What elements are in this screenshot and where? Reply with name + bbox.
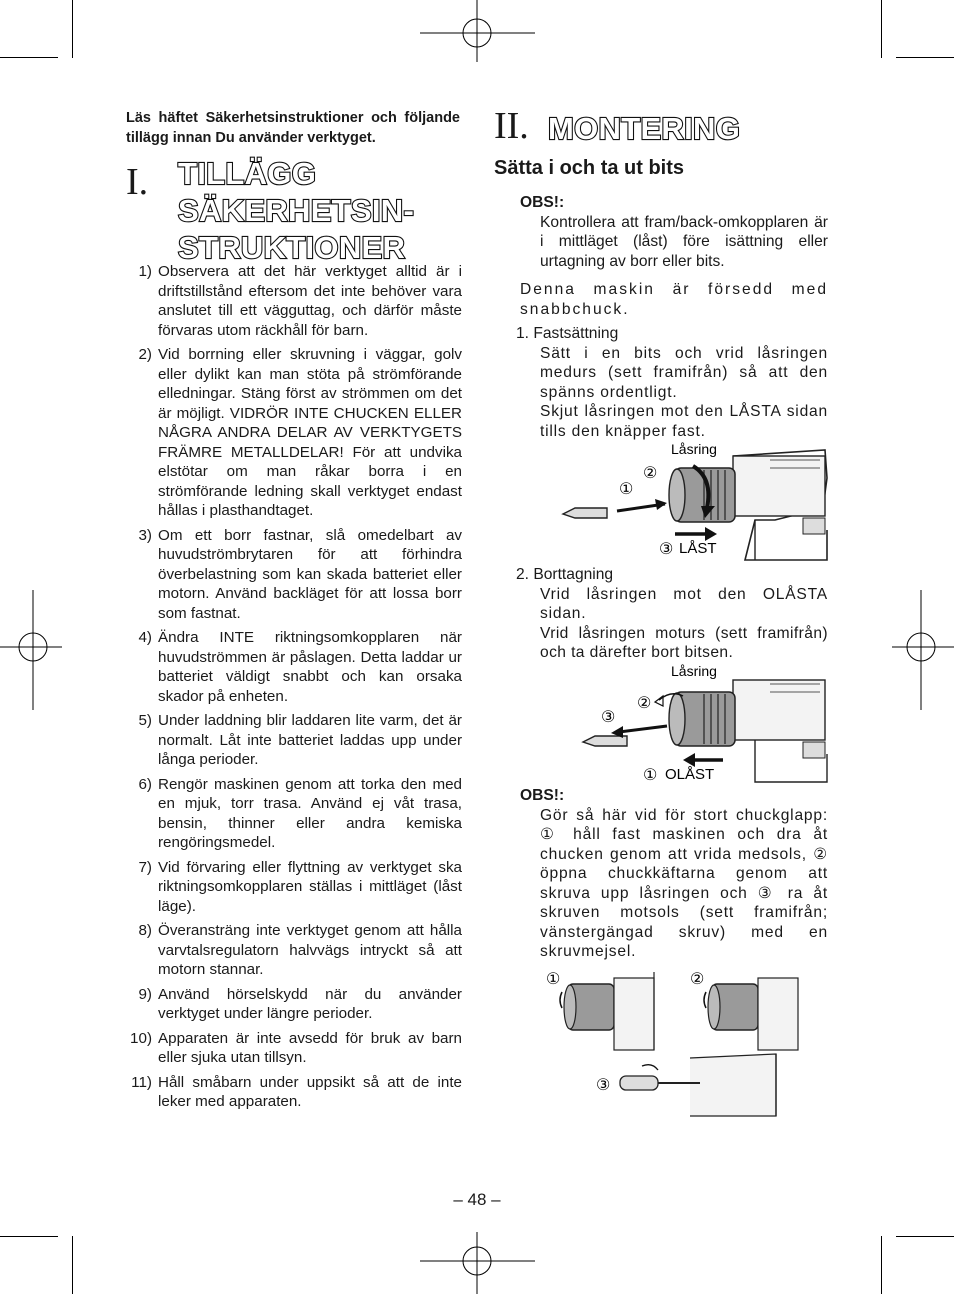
crop-mark xyxy=(881,1236,882,1294)
item-text: Under laddning blir laddaren lite varm, det är normalt. Låt inte batteriet laddas upp under långa perioder. xyxy=(158,712,462,768)
item-number: 7) xyxy=(138,858,152,876)
marker-1: ① xyxy=(546,971,561,988)
crop-mark xyxy=(0,1236,58,1237)
step1-text: Skjut låsringen mot den LÅSTA sidan tills den knäpper fast. xyxy=(540,403,828,440)
page-number: – 48 – xyxy=(453,1190,501,1209)
step1-title: 1. Fastsättning xyxy=(516,325,619,342)
figure-remove-bit xyxy=(555,660,831,786)
item-text: Ändra INTE riktningsomkopplaren när huvudströmmen är påslagen. Detta laddar ur batteriet väldigt snabbt och kan orsaka skador på enheten. xyxy=(158,629,462,705)
registration-mark-bottom xyxy=(420,1232,535,1294)
drill-housing xyxy=(733,456,825,516)
list-item xyxy=(124,526,462,624)
marker-2: ② xyxy=(690,971,705,988)
obs-label: OBS!: xyxy=(520,194,565,211)
section1-title-line: TILLÄGG xyxy=(178,156,317,191)
safety-list xyxy=(124,262,462,1117)
bit xyxy=(563,508,607,518)
marker-2: ② xyxy=(637,695,652,712)
marker-3: ③ xyxy=(659,541,674,558)
list-item xyxy=(124,775,462,853)
section1-title-line: SÄKERHETSIN- xyxy=(178,193,415,228)
item-number: 1) xyxy=(138,263,152,280)
item-text: Använd hörselskydd när du använder verktyget under längre perioder. xyxy=(158,985,462,1022)
step2-title: 2. Borttagning xyxy=(516,566,614,583)
item-number: 6) xyxy=(138,775,152,793)
marker-1: ① xyxy=(643,767,658,784)
list-item xyxy=(124,921,462,980)
item-number: 8) xyxy=(138,922,152,939)
drill-housing xyxy=(733,680,825,740)
crop-mark xyxy=(0,57,58,58)
crop-mark xyxy=(881,0,882,58)
item-text: Observera att det här verktyget alltid är i driftstillstånd eftersom det inte behöver vara anslutet till ett vägguttag, och därför måste förvaras utom räckhåll för barn. xyxy=(158,263,462,339)
step2-text: Vrid låsringen mot den OLÅSTA sidan. xyxy=(540,585,828,622)
registration-mark-right xyxy=(892,590,954,710)
crop-mark xyxy=(72,0,73,58)
item-text: Vid borrning eller skruvning i väggar, golv eller dylikt kan man stöta på strömförande elledningar. Stäng först av strömmen om det är möjligt. VIDRÖR INTE CHUCKEN ELLER NÅGRA ANDRA DELAR AV VERKTYGETS FRÄMRE METALLDELAR! För att undvika elstötar om man råkar borra i en strömförande ledning skall verktyget endast hållas i plasthandtaget. xyxy=(158,346,462,519)
section1-numeral: I. xyxy=(126,161,149,203)
crop-mark xyxy=(896,57,954,58)
registration-mark-top xyxy=(420,0,535,62)
obs-text: Kontrollera att fram/back-omkopplaren är i mittläget (låst) före isättning eller urtagning av borr eller bits. xyxy=(540,213,828,270)
bit xyxy=(583,736,627,746)
item-text: Rengör maskinen genom att torka den med en mjuk, torr trasa. Använd ej våt trasa, bensin, thinner eller andra kemiska rengöringsmedel. xyxy=(158,775,462,851)
fig-label-olast: OLÅST xyxy=(665,766,715,783)
step1-text: Sätt i en bits och vrid låsringen medurs (sett framifrån) så att den spänns ordentligt. xyxy=(540,344,828,401)
crop-mark xyxy=(896,1236,954,1237)
figure-chuck-play xyxy=(540,966,800,1122)
list-item xyxy=(124,628,462,706)
item-text: Apparaten är inte avsedd för bruk av barn eller sjuka utan tillsyn. xyxy=(158,1029,462,1066)
item-number: 3) xyxy=(138,526,152,544)
step2-text: Vrid låsringen moturs (sett framifrån) och ta därefter bort bitsen. xyxy=(540,624,828,661)
list-item xyxy=(124,1073,462,1112)
registration-mark-left xyxy=(0,590,62,710)
marker-3: ③ xyxy=(601,709,616,726)
item-number: 11) xyxy=(131,1073,152,1091)
marker-3: ③ xyxy=(596,1077,611,1094)
list-item xyxy=(124,1029,462,1068)
marker-1: ① xyxy=(619,481,634,498)
fig-label-lasring: Låsring xyxy=(671,663,717,679)
chuck-illustration-2 xyxy=(704,978,798,1050)
item-text: Håll småbarn under uppsikt så att de inte leker med apparaten. xyxy=(158,1073,462,1110)
section1-title xyxy=(178,155,414,266)
obs-text: Gör så här vid för stort chuckglapp: ① håll fast maskinen och dra åt chucken genom att vrida medsols, ② öppna chuckkäftarna genom att skruva upp låsringen och ③ ra åt skruven motsols (sett framifrån; vänstergängad skruv) med en skruvmejsel. xyxy=(540,806,828,960)
section1-title-line: STRUKTIONER xyxy=(178,230,406,265)
obs-label: OBS!: xyxy=(520,787,565,804)
item-text: Vid förvaring eller flyttning av verktyget ska riktningsomkopplaren ställas i mittläget (låst läge). xyxy=(158,858,462,915)
intro-text: Läs häftet Säkerhetsinstruktioner och följande tillägg innan Du använder verktyget. xyxy=(126,110,460,146)
item-number: 4) xyxy=(138,629,152,646)
list-item xyxy=(124,858,462,917)
crop-mark xyxy=(72,1236,73,1294)
list-item xyxy=(124,711,462,770)
item-text: Överansträng inte verktyget genom att hålla varvtalsregulatorn halvvägs intryckt så att motorn stannar. xyxy=(158,922,462,978)
section2-numeral: II. xyxy=(494,105,529,147)
item-number: 9) xyxy=(138,985,152,1003)
screwdriver-illustration xyxy=(620,1054,776,1116)
section2-subtitle: Sätta i och ta ut bits xyxy=(494,157,685,179)
figure-insert-bit xyxy=(555,438,831,564)
section2-title: MONTERING xyxy=(548,111,741,146)
item-text: Om ett borr fastnar, slå omedelbart av huvudströmbrytaren för att förhindra överbelastning som kan skada batteriet eller motorn. Använd backläget för att lossa borr som fastnat. xyxy=(158,526,462,622)
item-number: 2) xyxy=(138,346,152,363)
list-item xyxy=(124,345,462,521)
fig-label-last: LÅST xyxy=(679,540,717,557)
item-number: 5) xyxy=(138,712,152,729)
list-item xyxy=(124,262,462,340)
list-item xyxy=(124,985,462,1024)
chuck-illustration-1 xyxy=(560,972,654,1050)
chuck-note: Denna maskin är försedd med snabbchuck. xyxy=(520,281,828,318)
marker-2: ② xyxy=(643,465,658,482)
fig-label-lasring: Låsring xyxy=(671,441,717,457)
item-number: 10) xyxy=(130,1029,152,1047)
